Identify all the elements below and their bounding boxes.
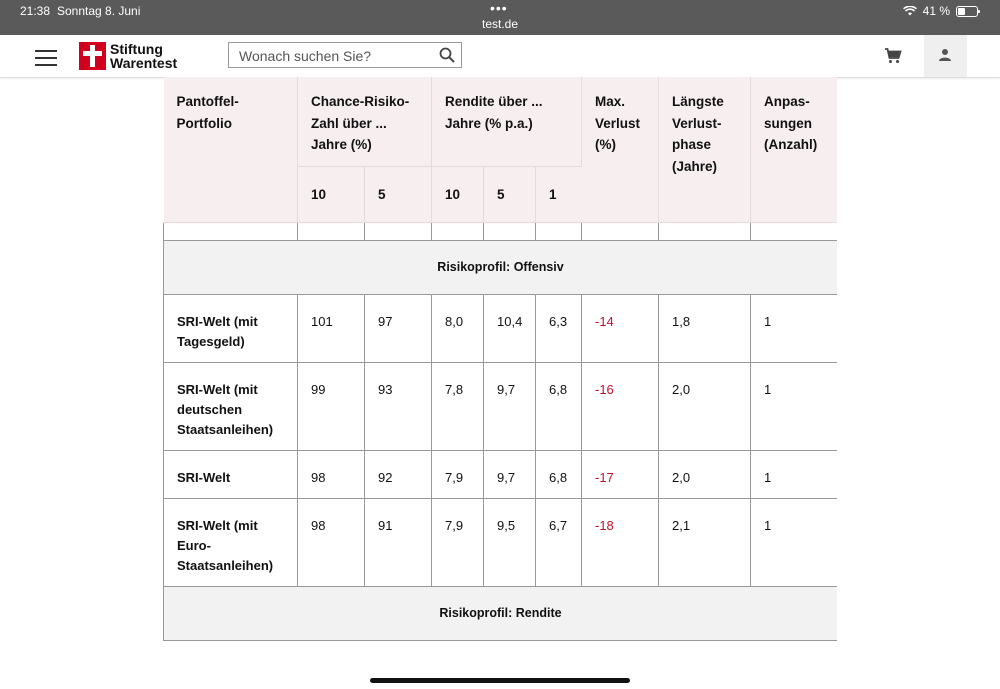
portfolio-table-container[interactable] (163, 77, 837, 689)
cell-anpassungen: 1 (751, 450, 838, 498)
wifi-icon (903, 6, 917, 16)
cell-anpassungen: 1 (751, 498, 838, 586)
status-bar (0, 0, 1000, 35)
cell-rendite-5: 10,4 (484, 294, 536, 362)
cell-rendite-5: 9,7 (484, 362, 536, 450)
sub-header-rendite-1: 1 (536, 166, 582, 222)
menu-icon[interactable] (35, 47, 57, 65)
cell-portfolio: SRI-Welt (mit Tagesgeld) (164, 294, 298, 362)
table-row (164, 294, 838, 362)
site-header (0, 35, 1000, 78)
cell-rendite-10: 8,0 (432, 294, 484, 362)
col-header-rendite: Rendite über ... Jahre (% p.a.) (432, 77, 582, 166)
address-url[interactable]: test.de (481, 17, 519, 31)
logo-text (110, 42, 177, 70)
portfolio-table (163, 77, 837, 641)
cell-crz-10: 98 (298, 498, 365, 586)
cell-portfolio: SRI-Welt (mit Euro-Staatsanleihen) (164, 498, 298, 586)
search-input[interactable] (237, 44, 441, 68)
spacer-row (164, 222, 838, 240)
col-header-max-verlust: Max. Verlust (%) (582, 77, 659, 222)
cell-crz-5: 92 (365, 450, 432, 498)
logo-cross-icon (79, 42, 106, 70)
sub-header-crz-5: 5 (365, 166, 432, 222)
logo[interactable] (79, 41, 177, 71)
cell-rendite-10: 7,9 (432, 450, 484, 498)
section-title-offensiv: Risikoprofil: Offensiv (164, 240, 838, 294)
multitasking-dots-icon[interactable]: ••• (490, 0, 508, 16)
cell-rendite-1: 6,8 (536, 450, 582, 498)
cell-portfolio: SRI-Welt (164, 450, 298, 498)
user-icon (938, 48, 952, 62)
cell-verlustphase: 2,0 (659, 362, 751, 450)
table-row (164, 450, 838, 498)
cart-icon[interactable] (884, 47, 902, 65)
account-button[interactable] (924, 35, 967, 77)
logo-line-1: Stiftung (110, 41, 163, 57)
sub-header-rendite-5: 5 (484, 166, 536, 222)
cell-crz-5: 91 (365, 498, 432, 586)
cell-crz-5: 93 (365, 362, 432, 450)
cell-rendite-1: 6,7 (536, 498, 582, 586)
cell-portfolio: SRI-Welt (mit deutschen Staatsanleihen) (164, 362, 298, 450)
cell-rendite-5: 9,5 (484, 498, 536, 586)
home-indicator[interactable] (370, 678, 630, 683)
search-icon[interactable] (439, 47, 455, 63)
cell-max-verlust: -16 (582, 362, 659, 450)
section-row (164, 240, 838, 294)
cell-verlustphase: 1,8 (659, 294, 751, 362)
cell-max-verlust: -17 (582, 450, 659, 498)
cell-verlustphase: 2,0 (659, 450, 751, 498)
cell-crz-5: 97 (365, 294, 432, 362)
cell-crz-10: 99 (298, 362, 365, 450)
sub-header-crz-10: 10 (298, 166, 365, 222)
cell-rendite-1: 6,3 (536, 294, 582, 362)
status-date: Sonntag 8. Juni (57, 4, 141, 18)
col-header-anpassungen: Anpas-sungen (Anzahl) (751, 77, 838, 222)
sub-header-rendite-10: 10 (432, 166, 484, 222)
cell-rendite-1: 6,8 (536, 362, 582, 450)
cell-max-verlust: -14 (582, 294, 659, 362)
cell-crz-10: 98 (298, 450, 365, 498)
cell-anpassungen: 1 (751, 294, 838, 362)
battery-percent: 41 % (922, 4, 950, 18)
status-indicators (903, 4, 978, 18)
cell-anpassungen: 1 (751, 362, 838, 450)
status-time: 21:38 (20, 4, 51, 18)
col-header-laengste-verlustphase: Längste Verlust-phase (Jahre) (659, 77, 751, 222)
cell-rendite-5: 9,7 (484, 450, 536, 498)
cell-rendite-10: 7,8 (432, 362, 484, 450)
cell-crz-10: 101 (298, 294, 365, 362)
section-title-rendite: Risikoprofil: Rendite (164, 586, 838, 640)
col-header-portfolio: Pantoffel-Portfolio (164, 77, 298, 222)
col-header-chance-risiko: Chance-Risiko-Zahl über ... Jahre (%) (298, 77, 432, 166)
cell-max-verlust: -18 (582, 498, 659, 586)
search-box[interactable] (228, 42, 462, 68)
table-row (164, 362, 838, 450)
cell-rendite-10: 7,9 (432, 498, 484, 586)
section-row (164, 586, 838, 640)
battery-icon (956, 6, 978, 17)
logo-line-2: Warentest (110, 55, 178, 71)
cell-verlustphase: 2,1 (659, 498, 751, 586)
table-row (164, 498, 838, 586)
